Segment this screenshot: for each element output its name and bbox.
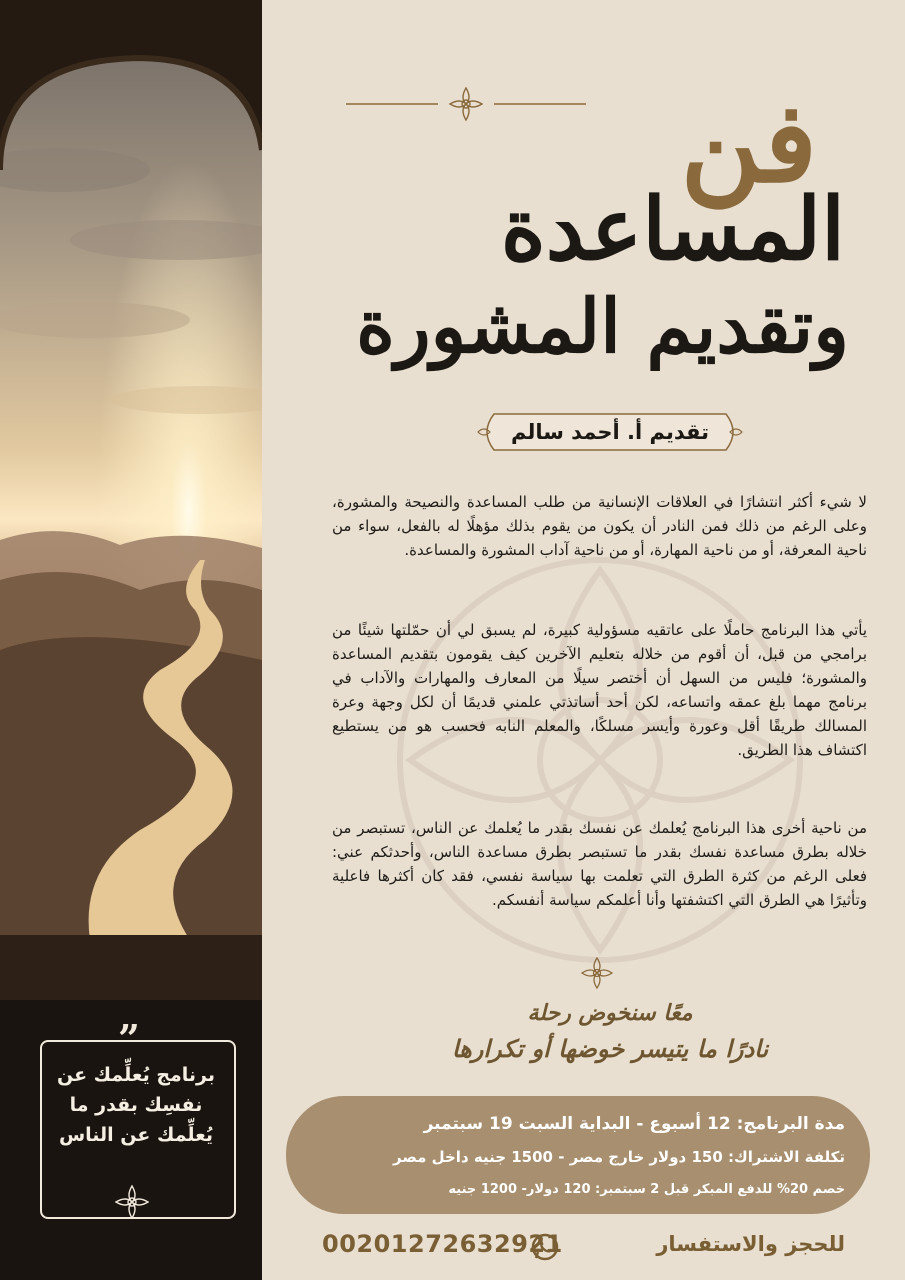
title-ornament-icon [346, 86, 586, 122]
program-cost: تكلفة الاشتراك: 150 دولار خارج مصر - 1500 جنيه داخل مصر [392, 1148, 845, 1166]
title-line-3: وتقديم المشورة [356, 284, 849, 370]
arch-landscape-image [0, 0, 262, 1000]
paragraph-3: من ناحية أخرى هذا البرنامج يُعلمك عن نفسك بقدر ما يُعلمك عن الناس، تستبصر من خلاله بطرق مساعدة نفسك بقدر ما تستبصر بطرق مساعدة الناس، وأحدثكم عني: فعلى الرغم من كثرة الطرق التي تعلمت بها سياسة نفسي، فقد كان أكثرها فاعلية وتأثيرًا هي الطرق التي اكتشفتها وأنا أعلمكم سياسة أنفسكم. [332, 819, 867, 909]
presenter-name: تقديم أ. أحمد سالم [510, 420, 710, 444]
early-discount: خصم 20% للدفع المبكر قبل 2 سبتمبر: 120 دولار- 1200 جنيه [448, 1182, 845, 1197]
program-duration: مدة البرنامج: 12 أسبوع - البداية السبت 19 سبتمبر [423, 1114, 845, 1134]
title-line-2: المساعدة [500, 179, 845, 280]
contact-label: للحجز والاستفسار [656, 1232, 845, 1256]
divider-ornament-icon [579, 955, 615, 991]
flower-ornament-icon [112, 1182, 152, 1222]
quote-mark: ” [118, 1016, 140, 1061]
paragraph-1: لا شيء أكثر انتشارًا في العلاقات الإنسانية من طلب المساعدة والنصيحة والمشورة، وعلى الرغم من ذلك فمن النادر أن يكون من يقوم بذلك مؤهلًا له بالفعل، سواء من ناحية المعرفة، أو من ناحية المهارة، أو من ناحية آداب المشورة والمساعدة. [332, 493, 867, 559]
quote-text: برنامج يُعلِّمك عن نفسِك بقدر ما يُعلِّمك عن الناس [56, 1064, 216, 1146]
title-line-1: فن [680, 78, 817, 207]
slogan-line-2: نادرًا ما يتيسر خوضها أو تكرارها [451, 1034, 769, 1063]
paragraph-2: يأتي هذا البرنامج حاملًا على عاتقيه مسؤولية كبيرة، لم يسبق لي أن حمّلتها شيئًا من برامجي من قبل، أن أقوم من خلاله بتعليم الآخرين كيف يقومون بتقديم المساعدة والمشورة؛ فليس من السهل أن أختصر سيلًا من المعارف والمهارات والآداب في برنامج مهما بلغ عمقه واتساعه، لكن أحد أساتذتي علمني قديمًا أن لكل وجهة وعرة المسالك طريقًا أقل وعورة وأيسر مسلكًا، والمعلم النابه فحسب هو من يستطيع اكتشاف هذا الطريق. [332, 621, 867, 759]
phone-number[interactable]: 00201272632921 [322, 1230, 563, 1258]
left-panel [0, 0, 262, 1280]
slogan-line-1: معًا سنخوض رحلة [527, 1000, 693, 1026]
